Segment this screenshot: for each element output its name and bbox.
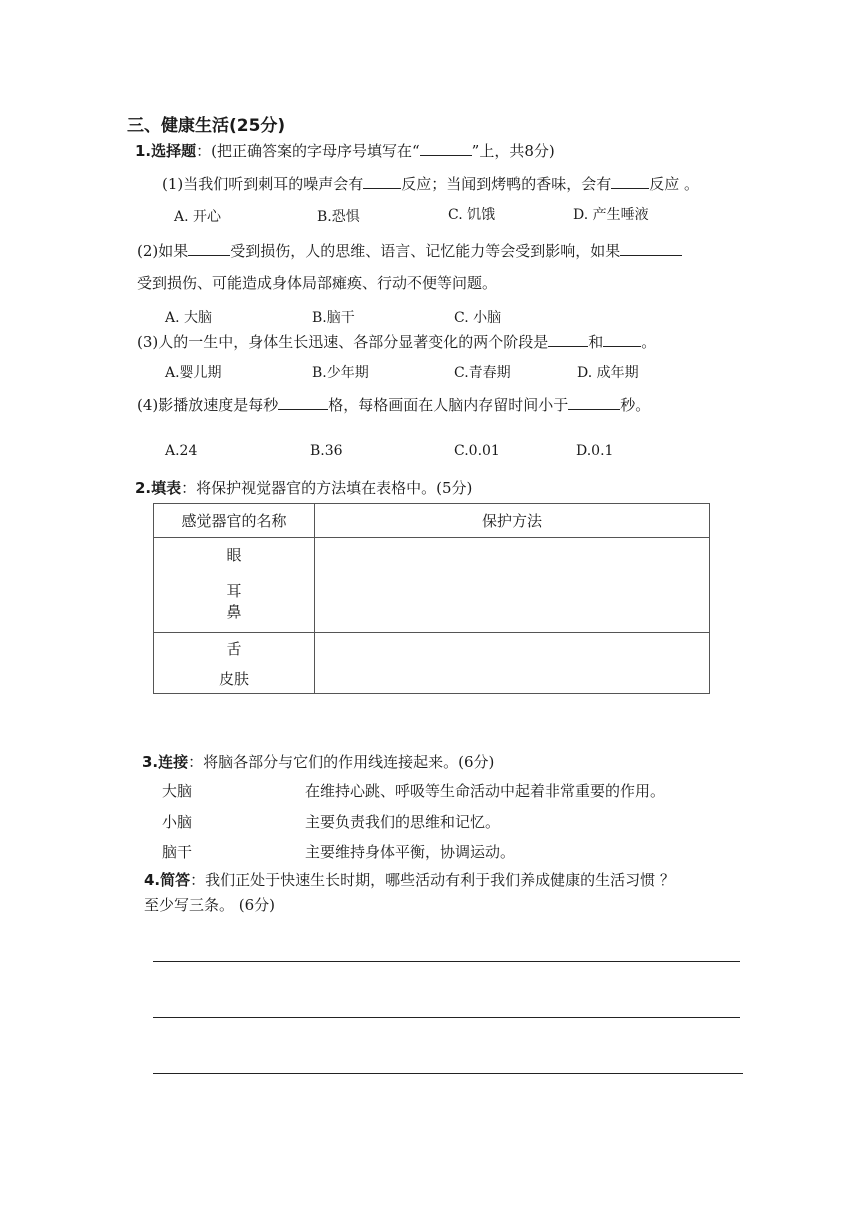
blank[interactable] — [611, 174, 649, 189]
brain-function-item[interactable]: 主要维持身体平衡，协调运动。 — [305, 843, 516, 861]
option-a: A. 开心 — [174, 209, 222, 225]
brain-part-item[interactable]: 小脑 — [162, 813, 193, 831]
option-b: B.36 — [310, 443, 343, 459]
question-2-header — [135, 477, 472, 498]
blank[interactable] — [188, 241, 230, 256]
method-cell[interactable] — [315, 538, 710, 571]
organ-cell: 眼 — [154, 538, 315, 571]
option-b: B.恐惧 — [317, 209, 360, 225]
question-1-instruction-end: ”上，共8分) — [471, 142, 555, 160]
option-b: B.脑干 — [312, 310, 355, 326]
table-row — [154, 538, 710, 571]
blank[interactable] — [620, 241, 682, 256]
answer-line[interactable] — [153, 1073, 743, 1074]
option-c: C.0.01 — [454, 443, 500, 459]
option-d: D. 产生唾液 — [573, 207, 649, 223]
sense-organ-table — [153, 503, 710, 694]
question-1-3 — [137, 331, 656, 352]
table-header-organ: 感觉器官的名称 — [154, 504, 315, 538]
organ-cell: 皮肤 — [154, 664, 315, 694]
organ-cell: 耳 — [154, 571, 315, 601]
answer-line[interactable] — [153, 1017, 740, 1018]
blank[interactable] — [420, 141, 472, 156]
blank[interactable] — [278, 395, 328, 410]
option-a: A.24 — [165, 443, 198, 459]
brain-function-item[interactable]: 主要负责我们的思维和记忆。 — [305, 813, 501, 831]
option-d: D. 成年期 — [577, 365, 639, 381]
question-1-instruction: ：(把正确答案的字母序号填写在“ — [196, 142, 420, 160]
blank[interactable] — [603, 332, 641, 347]
organ-cell: 鼻 — [154, 601, 315, 633]
question-text: 秒。 — [620, 396, 651, 414]
question-text: (2)如果 — [137, 242, 189, 260]
question-4-header — [144, 869, 675, 890]
table-header-method: 保护方法 — [315, 504, 710, 538]
table-row — [154, 664, 710, 694]
question-4-cont: 至少写三条。 (6分) — [144, 896, 276, 914]
blank[interactable] — [568, 395, 620, 410]
brain-part-item[interactable]: 大脑 — [162, 782, 193, 800]
organ-cell: 舌 — [154, 633, 315, 664]
option-a: A. 大脑 — [165, 310, 213, 326]
method-cell[interactable] — [315, 571, 710, 633]
table-row — [154, 633, 710, 664]
table-row — [154, 571, 710, 601]
question-1-1 — [162, 173, 699, 194]
question-text: 格，每格画面在人脑内存留时间小于 — [328, 396, 569, 414]
question-4-instruction: ：我们正处于快速生长时期，哪些活动有利于我们养成健康的生活习惯 ？ — [190, 871, 675, 889]
question-3-header — [142, 751, 494, 772]
question-1-number: 1.选择题 — [135, 142, 197, 160]
question-text: 受到损伤，人的思维、语言、记忆能力等会受到影响，如果 — [230, 242, 621, 260]
question-1-4 — [137, 394, 650, 415]
question-2-number: 2.填表 — [135, 479, 182, 497]
question-text: 和 — [588, 333, 604, 351]
question-text: 反应 。 — [649, 175, 700, 193]
question-1-2 — [137, 240, 682, 261]
answer-line[interactable] — [153, 961, 740, 962]
blank[interactable] — [363, 174, 401, 189]
question-text: 。 — [641, 333, 657, 351]
brain-part-item[interactable]: 脑干 — [162, 843, 193, 861]
question-text: 反应；当闻到烤鸭的香味，会有 — [401, 175, 612, 193]
option-c: C. 小脑 — [454, 310, 502, 326]
method-cell[interactable] — [315, 664, 710, 694]
option-b: B.少年期 — [312, 365, 369, 381]
option-c: C. 饥饿 — [448, 207, 496, 223]
method-cell[interactable] — [315, 633, 710, 664]
question-3-instruction: ：将脑各部分与它们的作用线连接起来。(6分) — [188, 753, 495, 771]
blank[interactable] — [548, 332, 588, 347]
section-title: 三、健康生活(25分) — [127, 116, 286, 136]
question-2-instruction: ：将保护视觉器官的方法填在表格中。(5分) — [181, 479, 473, 497]
question-1-header — [135, 140, 555, 161]
question-4-number: 4.简答 — [144, 871, 191, 889]
question-3-number: 3.连接 — [142, 753, 189, 771]
option-a: A.婴儿期 — [165, 365, 222, 381]
option-d: D.0.1 — [576, 443, 614, 459]
question-text: (3)人的一生中，身体生长迅速、各部分显著变化的两个阶段是 — [137, 333, 549, 351]
option-c: C.青春期 — [454, 365, 511, 381]
question-text: (1)当我们听到刺耳的噪声会有 — [162, 175, 364, 193]
brain-function-item[interactable]: 在维持心跳、呼吸等生命活动中起着非常重要的作用。 — [305, 782, 666, 800]
question-text: (4)影播放速度是每秒 — [137, 396, 279, 414]
question-1-2-cont: 受到损伤、可能造成身体局部瘫痪、行动不便等问题。 — [137, 274, 498, 292]
